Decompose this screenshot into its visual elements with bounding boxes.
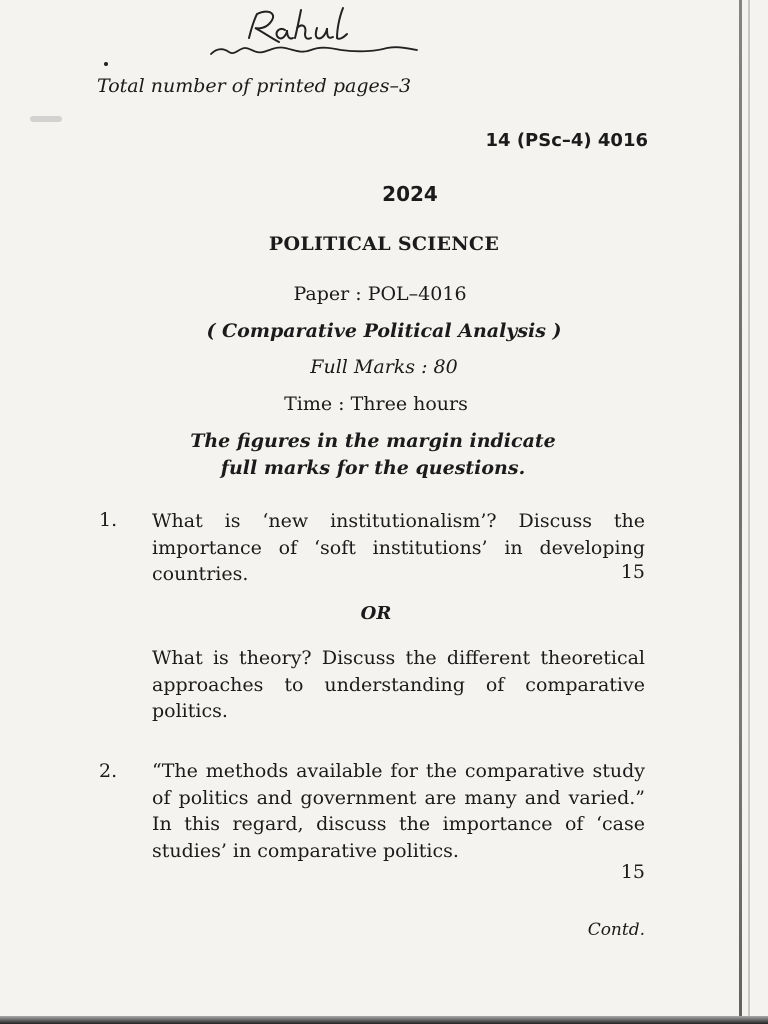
or-separator: OR xyxy=(360,603,392,624)
question-number: 1. xyxy=(99,509,118,531)
full-marks: Full Marks : 80 xyxy=(310,356,458,378)
subject-title: POLITICAL SCIENCE xyxy=(268,233,500,255)
question-text-alternative: What is theory? Discuss the different theoretical approaches to understanding of comparative politics. xyxy=(152,647,645,722)
question-marks: 15 xyxy=(620,861,645,883)
page-edge-right xyxy=(739,0,742,1024)
paper-subtitle: ( Comparative Political Analysis ) xyxy=(206,320,562,342)
handwritten-signature xyxy=(205,4,425,62)
paper-code: 14 (PSc–4) 4016 xyxy=(485,130,648,151)
ink-dot xyxy=(104,62,108,66)
question-text: What is ‘new institutionalism’? Discuss the importance of ‘soft institutions’ in developing countries. xyxy=(152,510,645,585)
question-text: “The methods available for the comparative study of politics and government are many and varied.” In this regard, discuss the importance of ‘case studies’ in comparative politics. xyxy=(152,760,645,862)
question-number: 2. xyxy=(99,760,118,782)
exam-year: 2024 xyxy=(382,182,438,206)
exam-time: Time : Three hours xyxy=(284,393,468,415)
page-edge-bottom xyxy=(0,1016,768,1024)
paper-number: Paper : POL–4016 xyxy=(293,283,467,305)
printed-pages-note: Total number of printed pages–3 xyxy=(97,75,412,97)
question-marks: 15 xyxy=(620,561,645,583)
marks-instruction xyxy=(0,428,757,482)
continued-note: Contd. xyxy=(587,920,645,940)
marks-instruction-line-1: The figures in the margin indicate xyxy=(190,430,556,452)
page-edge-right-shadow xyxy=(748,0,750,1024)
ink-smudge xyxy=(30,116,62,122)
marks-instruction-line-2: full marks for the questions. xyxy=(220,457,526,479)
